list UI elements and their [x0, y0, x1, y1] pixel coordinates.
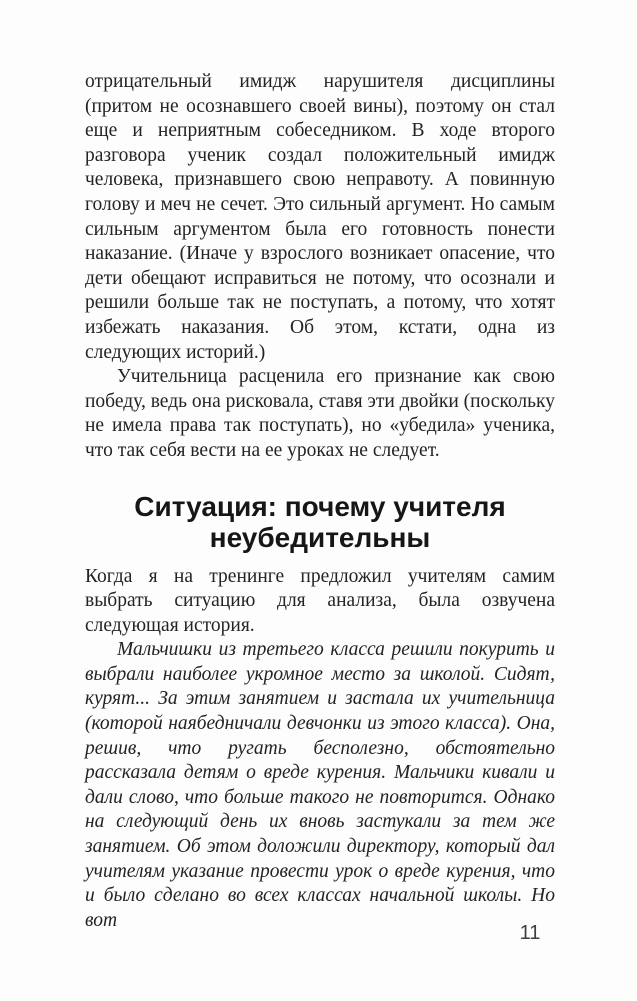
page-number: 11: [519, 922, 541, 944]
page-content: [85, 70, 555, 933]
section-heading: [85, 491, 555, 553]
paragraph-teacher-verdict: Учительница расценила его признание как свою победу, ведь она рисковала, ставя эти двойки (поскольку не имела права так поступать), но «убедила» ученика, что так себя вести на ее уроках не следует.: [85, 366, 555, 461]
paragraph-story-italic: Мальчишки из третьего класса решили покурить и выбрали наиболее укромное место за школой. Сидят, курят... За этим занятием и застала их учительница (которой наябедничали девчонки из этого класса). Она, решив, что ругать бесполезно, обстоятельно рассказала детям о вреде курения. Мальчики кивали и дали слово, что больше такого не повторится. Однако на следующий день их вновь застукали за тем же занятием. Об этом доложили директору, который дал учителям указание провести урок о вреде курения, что и было сделано во всех классах начальной школы. Но вот: [85, 639, 555, 931]
paragraph-continuation: отрицательный имидж нарушителя дисциплины (притом не осознавшего своей вины), поэтому он стал еще и неприятным собеседником. В ходе второго разговора ученик создал положительный имидж человека, признавшего свою неправоту. А повинную голову и меч не сечет. Это сильный аргумент. Но самым сильным аргументом была его готовность понести наказание. (Иначе у взрослого возникает опасение, что дети обещают исправиться не потому, что осознали и решили больше так не поступать, а потому, что хотят избежать наказания. Об этом, кстати, одна из следующих историй.): [85, 71, 555, 363]
paragraph-training-intro: Когда я на тренинге предложил учителям самим выбрать ситуацию для анализа, была озвучена следующая история.: [85, 565, 555, 636]
section-heading-line: Ситуация: почему учителя: [134, 490, 506, 522]
section-heading-line: неубедительны: [209, 521, 431, 553]
